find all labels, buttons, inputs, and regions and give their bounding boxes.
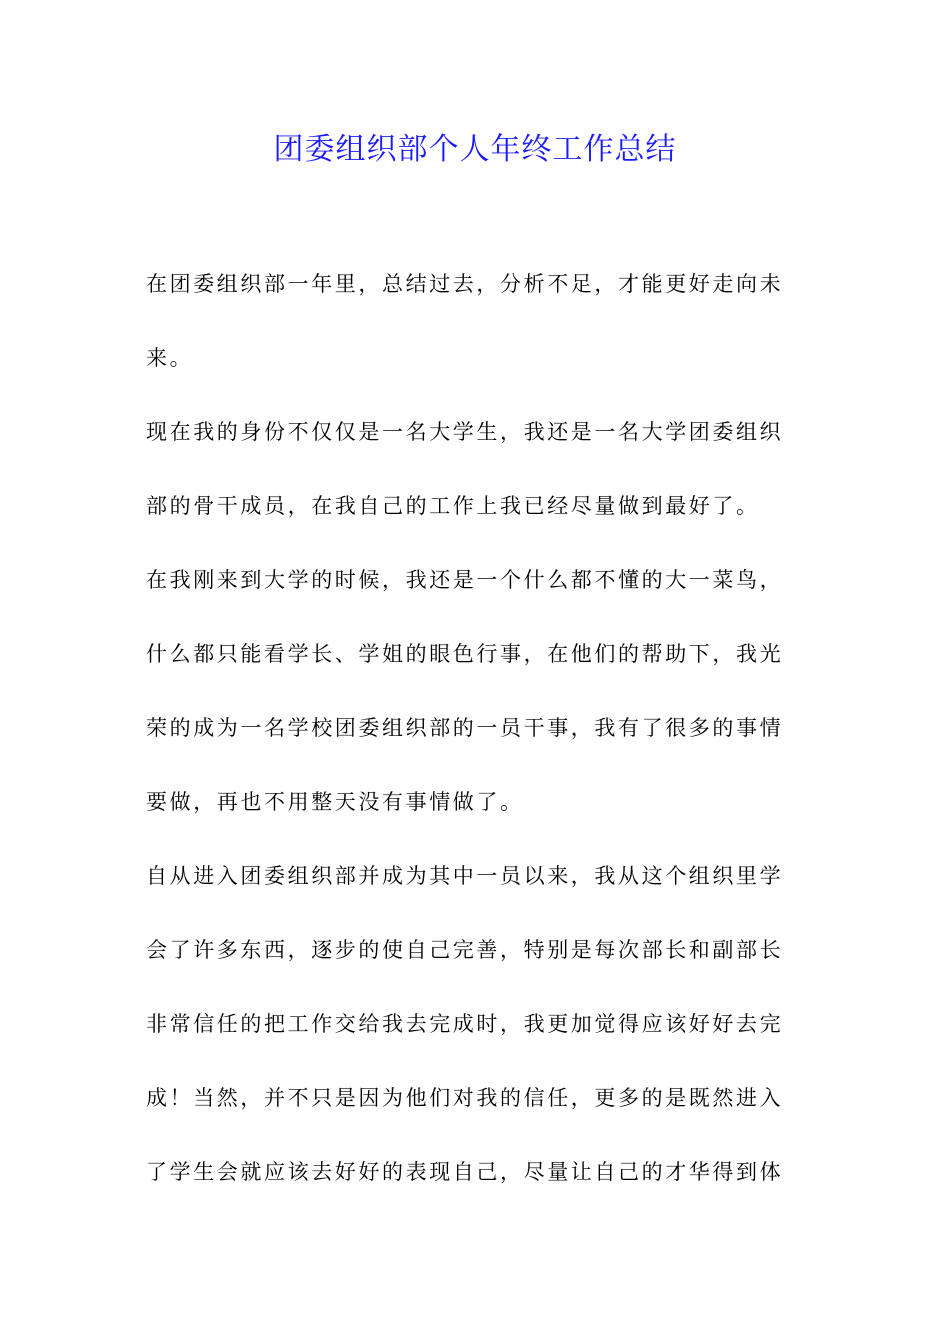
document-title: 团委组织部个人年终工作总结 bbox=[273, 132, 677, 167]
body-line: 在团委组织部一年里，总结过去，分析不足，才能更好走向未 bbox=[146, 272, 784, 296]
body-line: 会了许多东西，逐步的使自己完善，特别是每次部长和副部长 bbox=[146, 938, 784, 962]
body-line: 要做，再也不用整天没有事情做了。 bbox=[146, 790, 524, 814]
document-body bbox=[146, 262, 806, 1224]
body-line: 荣的成为一名学校团委组织部的一员干事，我有了很多的事情 bbox=[146, 716, 784, 740]
body-line: 非常信任的把工作交给我去完成时，我更加觉得应该好好去完 bbox=[146, 1012, 784, 1036]
body-line: 现在我的身份不仅仅是一名大学生，我还是一名大学团委组织 bbox=[146, 420, 784, 444]
body-line: 什么都只能看学长、学姐的眼色行事，在他们的帮助下，我光 bbox=[146, 642, 784, 666]
body-line: 自从进入团委组织部并成为其中一员以来，我从这个组织里学 bbox=[146, 864, 784, 888]
body-line: 成！当然，并不只是因为他们对我的信任，更多的是既然进入 bbox=[146, 1086, 784, 1110]
body-line: 部的骨干成员，在我自己的工作上我已经尽量做到最好了。 bbox=[146, 494, 760, 518]
body-line: 来。 bbox=[146, 346, 194, 370]
body-line: 在我刚来到大学的时候，我还是一个什么都不懂的大一菜鸟， bbox=[146, 568, 784, 592]
body-line: 了学生会就应该去好好的表现自己，尽量让自己的才华得到体 bbox=[146, 1160, 784, 1184]
